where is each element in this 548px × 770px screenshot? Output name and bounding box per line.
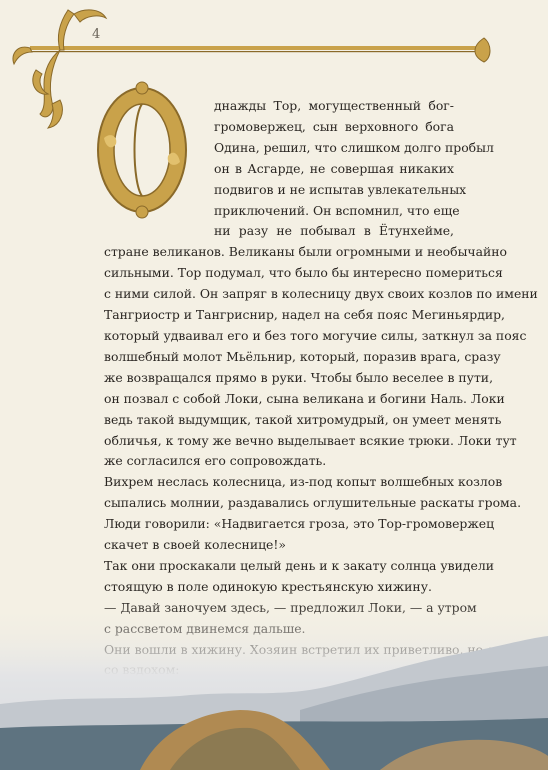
text-line: ни разу не побывал в Ётунхейме, bbox=[214, 223, 454, 239]
text-line: который удваивал его и без того могучие силы, заткнул за пояс bbox=[104, 327, 527, 343]
text-line: громовержец, сын верховного бога bbox=[214, 118, 454, 134]
text-line: подвигов и не испытав увлекательных bbox=[214, 181, 467, 197]
story-text bbox=[104, 96, 538, 681]
text-line: Вихрем неслась колесница, из-под копыт волшебных козлов bbox=[104, 474, 503, 490]
text-line: Так они проскакали целый день и к закату солнца увидели bbox=[104, 557, 494, 573]
text-line: стоящую в поле одинокую крестьянскую хижину. bbox=[104, 578, 432, 594]
text-line: он в Асгарде, не совершая никаких bbox=[214, 160, 454, 176]
mountain-landscape-icon bbox=[0, 600, 548, 770]
text-line: он позвал с собой Локи, сына великана и богини Наль. Локи bbox=[104, 390, 505, 406]
text-line: Тангриостр и Тангриснир, надел на себя пояс Мегиньярдир, bbox=[104, 307, 505, 323]
text-line: скачет в своей колеснице!» bbox=[104, 537, 286, 553]
text-line: обличья, к тому же вечно выделывает всякие трюки. Локи тут bbox=[104, 432, 517, 448]
text-line: волшебный молот Мьёльнир, который, поразив врага, сразу bbox=[104, 348, 501, 364]
text-line: ведь такой выдумщик, такой хитромудрый, он умеет менять bbox=[104, 411, 502, 427]
text-line: Одина, решил, что слишком долго пробыл bbox=[214, 139, 494, 155]
text-line: с ними силой. Он запряг в колесницу двух своих козлов по имени bbox=[104, 286, 538, 302]
text-line: стране великанов. Великаны были огромными и необычайно bbox=[104, 244, 507, 260]
text-line: Люди говорили: «Надвигается гроза, это Тор-громовержец bbox=[104, 516, 495, 532]
text-line: же возвращался прямо в руки. Чтобы было веселее в пути, bbox=[104, 369, 494, 385]
text-line: сыпались молнии, раздавались оглушительные раскаты грома. bbox=[104, 495, 522, 511]
text-line: же согласился его сопровождать. bbox=[104, 453, 327, 469]
text-line: сильными. Тор подумал, что было бы интересно помериться bbox=[104, 265, 503, 281]
text-line: днажды Тор, могущественный бог- bbox=[214, 98, 454, 113]
page-number: 4 bbox=[92, 27, 101, 42]
text-line: приключений. Он вспомнил, что еще bbox=[214, 202, 460, 218]
